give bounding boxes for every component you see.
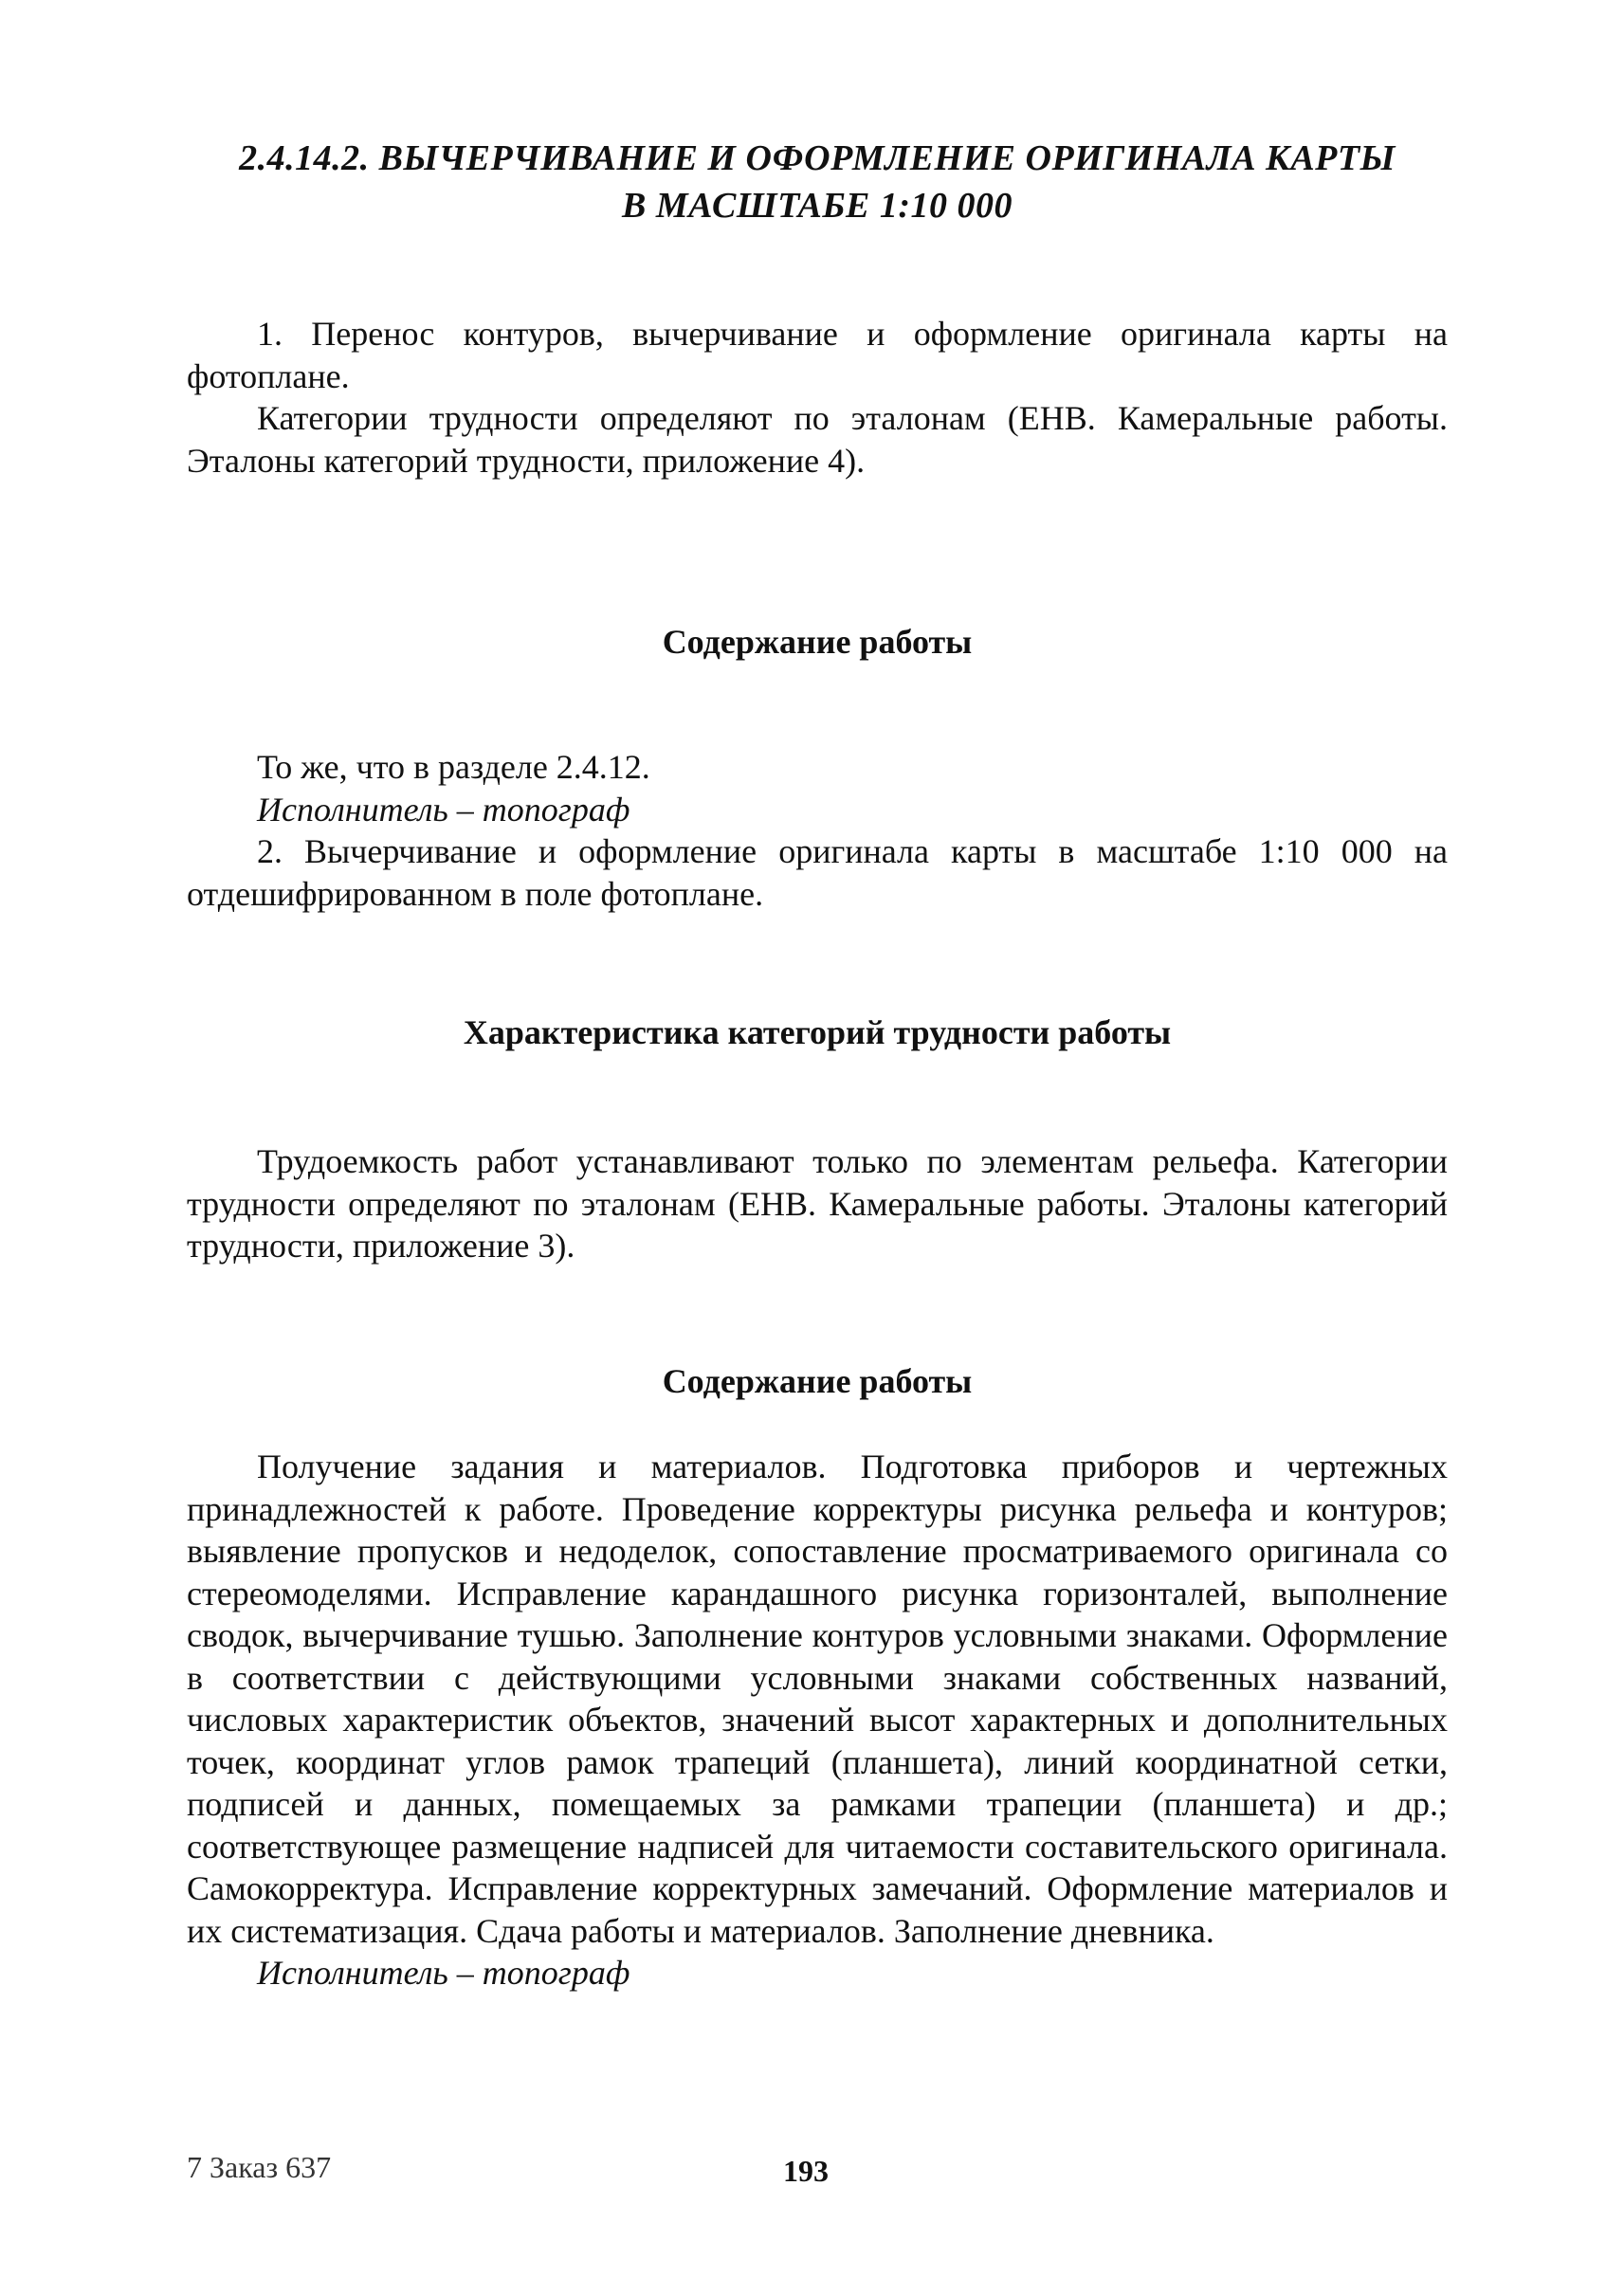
footer-order: 7 Заказ 637: [187, 2150, 332, 2184]
block-2: [187, 746, 1448, 915]
performer-1: Исполнитель – топограф: [257, 790, 630, 829]
page-number: 193: [783, 2154, 829, 2188]
section-title: [187, 135, 1448, 229]
heading-characteristics: Характеристика категорий трудности работы: [463, 1013, 1172, 1051]
heading-content-2: Содержание работы: [662, 1362, 973, 1400]
paragraph-content: Получение задания и материалов. Подготовка приборов и чертежных принадлежностей к работе. Проведение корректуры рисунка рельефа и контуров; выявление пропусков и недоделок, сопоставление просматриваемого оригинала со стереомоделями. Исправление карандашного рисунка горизонталей, выполнение сводок, вычерчивание тушью. Заполнение контуров условными знаками. Оформление в соответствии с действующими условными знаками собственных названий, числовых характеристик объектов, значений высот характерных и дополнительных точек, координат углов рамок трапеций (планшета), линий координатной сетки, подписей и данных, помещаемых за рамками трапеции (планшета) и др.; соответствующее размещение надписей для читаемости составительского оригинала. Самокорректура. Исправление корректурных замечаний. Оформление материалов и их систематизация. Сдача работы и материалов. Заполнение дневника.: [187, 1448, 1448, 1950]
section-title-line-2: В МАСШТАБЕ 1:10 000: [622, 186, 1013, 226]
heading-content-1: Содержание работы: [662, 623, 973, 661]
paragraph-categories-1: Категории трудности определяют по эталонам (ЕНВ. Камеральные работы. Эталоны категорий трудности, приложение 4).: [187, 399, 1448, 480]
paragraph-item-2: 2. Вычерчивание и оформление оригинала карты в масштабе 1:10 000 на отдешифрированном в поле фотоплане.: [187, 832, 1448, 913]
block-1: [187, 313, 1448, 482]
paragraph-item-1: 1. Перенос контуров, вычерчивание и оформление оригинала карты на фотоплане.: [187, 315, 1448, 395]
paragraph-characteristics: Трудоемкость работ устанавливают только по элементам рельефа. Категории трудности определяют по эталонам (ЕНВ. Камеральные работы. Эталоны категорий трудности, приложение 3).: [187, 1142, 1448, 1265]
block-4: [187, 1446, 1448, 1994]
paragraph-same-as: То же, что в разделе 2.4.12.: [257, 748, 650, 786]
block-3: [187, 1140, 1448, 1267]
section-title-line-1: 2.4.14.2. ВЫЧЕРЧИВАНИЕ И ОФОРМЛЕНИЕ ОРИГИНАЛА КАРТЫ: [239, 138, 1396, 178]
performer-2: Исполнитель – топограф: [257, 1954, 630, 1992]
